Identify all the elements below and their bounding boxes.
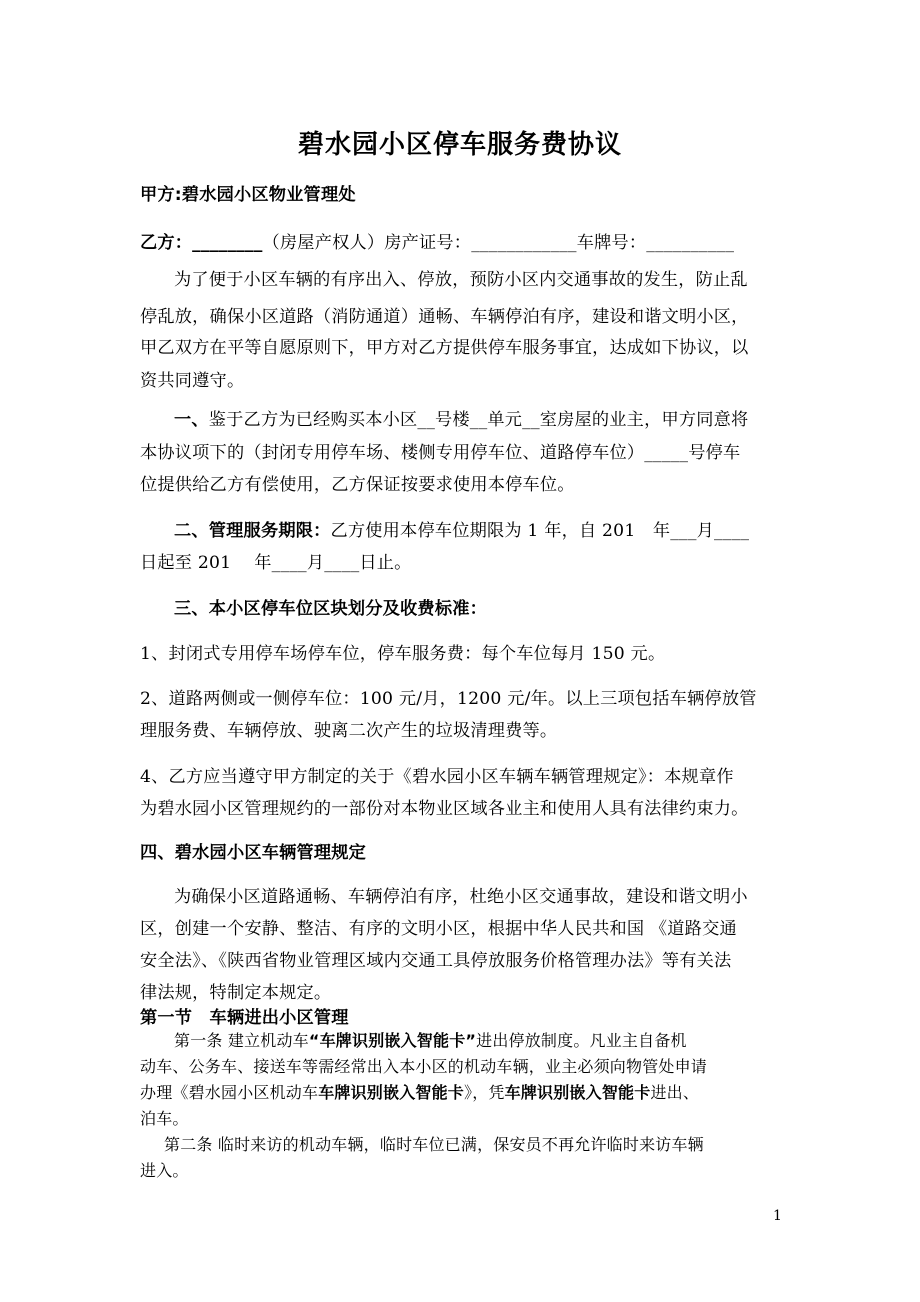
section-4-intro-line: 区，创建一个安静、整洁、有序的文明小区，根据中华人民共和国 《道路交通	[140, 919, 737, 939]
clause-1-heading: 一、	[174, 410, 209, 430]
section-4-intro-line: 律法规，特制定本规定。	[140, 983, 332, 1003]
article-2-line: 进入。	[140, 1161, 189, 1180]
article-2-line: 第二条 临时来访的机动车辆，临时车位已满，保安员不再允许临时来访车辆	[164, 1135, 704, 1154]
fee-item: 为碧水园小区管理规约的一部份对本物业区域各业主和使用人具有法律约束力。	[140, 799, 749, 819]
article-1-line: 泊车。	[140, 1109, 189, 1128]
clause-2-heading: 二、管理服务期限：	[174, 521, 331, 541]
article-1-line	[140, 1080, 785, 1103]
party-b-blank: ________	[192, 233, 263, 253]
clause-3-heading: 三、本小区停车位区块划分及收费标准：	[174, 599, 487, 619]
intro-line: 为了便于小区车辆的有序出入、停放，预防小区内交通事故的发生，防止乱	[174, 270, 748, 290]
plate-blank: __________	[646, 233, 735, 253]
article-1-text: 进出停放制度。凡业主自备机	[476, 1031, 687, 1050]
clause-1-line: 位提供给乙方有偿使用，乙方保证按要求使用本停车位。	[140, 475, 575, 495]
article-1-text: 进出、	[650, 1083, 700, 1102]
party-b-label: 乙方：	[140, 233, 193, 253]
article-1-text: 办理《碧水园小区机动车	[140, 1083, 319, 1102]
fee-item: 2、道路两侧或一侧停车位：100 元/月，1200 元/年。以上三项包括车辆停放管	[140, 689, 757, 709]
section-4-heading: 四、碧水园小区车辆管理规定	[140, 843, 367, 863]
article-1-line	[174, 1028, 819, 1051]
section-4-intro-line: 为确保小区道路通畅、车辆停泊有序，杜绝小区交通事故，建设和谐文明小	[174, 887, 748, 907]
fee-item: 4、乙方应当遵守甲方制定的关于《碧水园小区车辆车辆管理规定》：本规章作	[140, 767, 734, 787]
article-1-text: 》，凭	[464, 1083, 505, 1102]
clause-1-space-blank: _____号停车	[644, 443, 741, 463]
intro-line: 停乱放，确保小区道路（消防通道）通畅、车辆停泊有序，建设和谐文明小区，	[140, 307, 749, 327]
plate-label: 车牌号：	[576, 233, 647, 253]
article-1-text: 第一条 建立机动车	[174, 1031, 309, 1050]
article-1-emphasis: 车牌识别嵌入智能卡	[318, 1083, 465, 1102]
article-1-emphasis: 车牌识别嵌入智能卡	[504, 1083, 651, 1102]
page-number: 1	[773, 1208, 782, 1224]
clause-1-line	[140, 438, 785, 463]
fee-item: 理服务费、车辆停放、驶离二次产生的垃圾清理费等。	[140, 721, 558, 741]
clause-2-line: 日起至 201 年____月____日止。	[140, 553, 412, 573]
fee-item: 1、封闭式专用停车场停车位，停车服务费：每个车位每月 150 元。	[140, 644, 666, 664]
owner-cert-label: （房屋产权人）房产证号：	[262, 233, 472, 253]
document-title: 碧水园小区停车服务费协议	[297, 130, 622, 160]
intro-line: 甲乙双方在平等自愿原则下，甲方对乙方提供停车服务事宜，达成如下协议，以	[140, 338, 749, 358]
clause-2-line	[174, 516, 819, 541]
article-1-line: 动车、公务车、接送车等需经常出入本小区的机动车辆，业主必须向物管处申请	[140, 1057, 708, 1076]
party-a-line: 甲方:碧水园小区物业管理处	[140, 185, 356, 205]
clause-1-line	[174, 405, 819, 430]
clause-2-text: 乙方使用本停车位期限为 1 年，自 201 年___月____	[330, 521, 750, 541]
intro-line: 资共同遵守。	[140, 371, 245, 391]
cert-blank: ____________	[471, 233, 577, 253]
clause-1-text: 本协议项下的（封闭专用停车场、楼侧专用停车位、道路停车位）	[140, 443, 645, 463]
clause-1-text: 鉴于乙方为已经购买本小区__号楼__单元__室房屋的业主，甲方同意将	[208, 410, 749, 430]
section-1-heading: 第一节 车辆进出小区管理	[140, 1008, 349, 1028]
article-1-emphasis: “车牌识别嵌入智能卡”	[308, 1031, 477, 1050]
party-b-line	[140, 228, 785, 253]
section-4-intro-line: 安全法》、《陕西省物业管理区域内交通工具停放服务价格管理办法》等有关法	[140, 951, 732, 971]
